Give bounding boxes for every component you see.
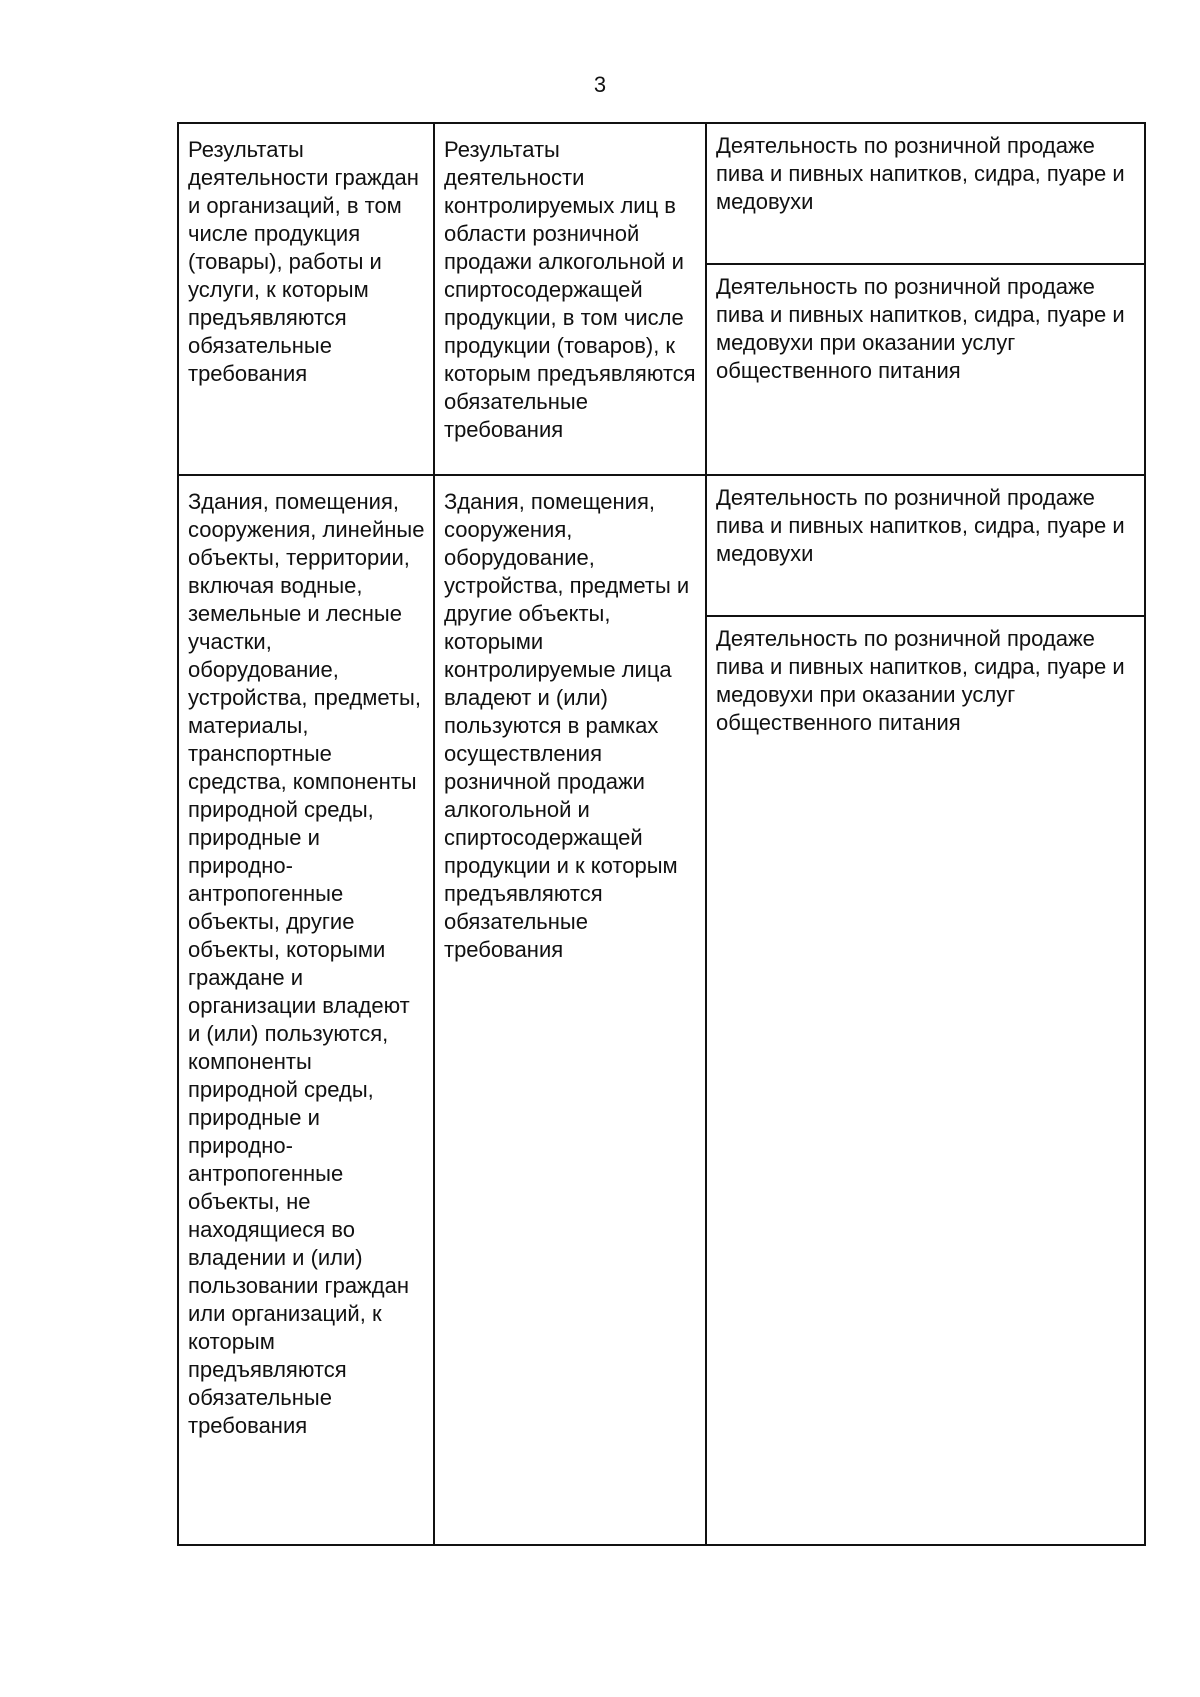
table-cell-col2 [434, 123, 706, 475]
cell-text: Результаты деятельности граждан и организаций, в том числе продукция (товары), работы и услуги, к которым предъявляются обязательные требования [188, 137, 419, 386]
table-cell-col1 [178, 123, 434, 475]
cell-text: Деятельность по розничной продаже пива и пивных напитков, сидра, пуаре и медовухи при оказании услуг общественного питания [716, 626, 1125, 735]
sub-cell [707, 124, 1144, 265]
cell-text: Деятельность по розничной продаже пива и пивных напитков, сидра, пуаре и медовухи [716, 133, 1125, 214]
table-cell-col3 [706, 123, 1145, 475]
sub-cell [707, 617, 1144, 737]
sub-cell [707, 476, 1144, 617]
document-table [177, 122, 1146, 1546]
sub-cell [707, 265, 1144, 385]
table-cell-col2 [434, 475, 706, 1545]
cell-text: Здания, помещения, сооружения, оборудование, устройства, предметы и другие объекты, которыми контролируемые лица владеют и (или) пользуются в рамках осуществления розничной продажи алкогольной и спиртосодержащей продукции и к которым предъявляются обязательные требования [444, 489, 690, 962]
table-cell-col1 [178, 475, 434, 1545]
table-row [178, 475, 1145, 1545]
cell-text: Деятельность по розничной продаже пива и пивных напитков, сидра, пуаре и медовухи [716, 485, 1125, 566]
table-row [178, 123, 1145, 475]
cell-text: Деятельность по розничной продаже пива и пивных напитков, сидра, пуаре и медовухи при оказании услуг общественного питания [716, 274, 1125, 383]
cell-text: Здания, помещения, сооружения, линейные объекты, территории, включая водные, земельные и лесные участки, оборудование, устройства, предметы, материалы, транспортные средства, компоненты природной среды, природные и природно-антропогенные объекты, другие объекты, которыми граждане и организации владеют и (или) пользуются, компоненты природной среды, природные и природно-антропогенные объекты, не находящиеся во владении и (или) пользовании граждан или организаций, к которым предъявляются обязательные требования [188, 489, 425, 1438]
cell-text: Результаты деятельности контролируемых лиц в области розничной продажи алкогольной и спиртосодержащей продукции, в том числе продукции (товаров), к которым предъявляются обязательные требования [444, 137, 696, 442]
table-cell-col3 [706, 475, 1145, 1545]
page-number: 3 [593, 72, 607, 97]
